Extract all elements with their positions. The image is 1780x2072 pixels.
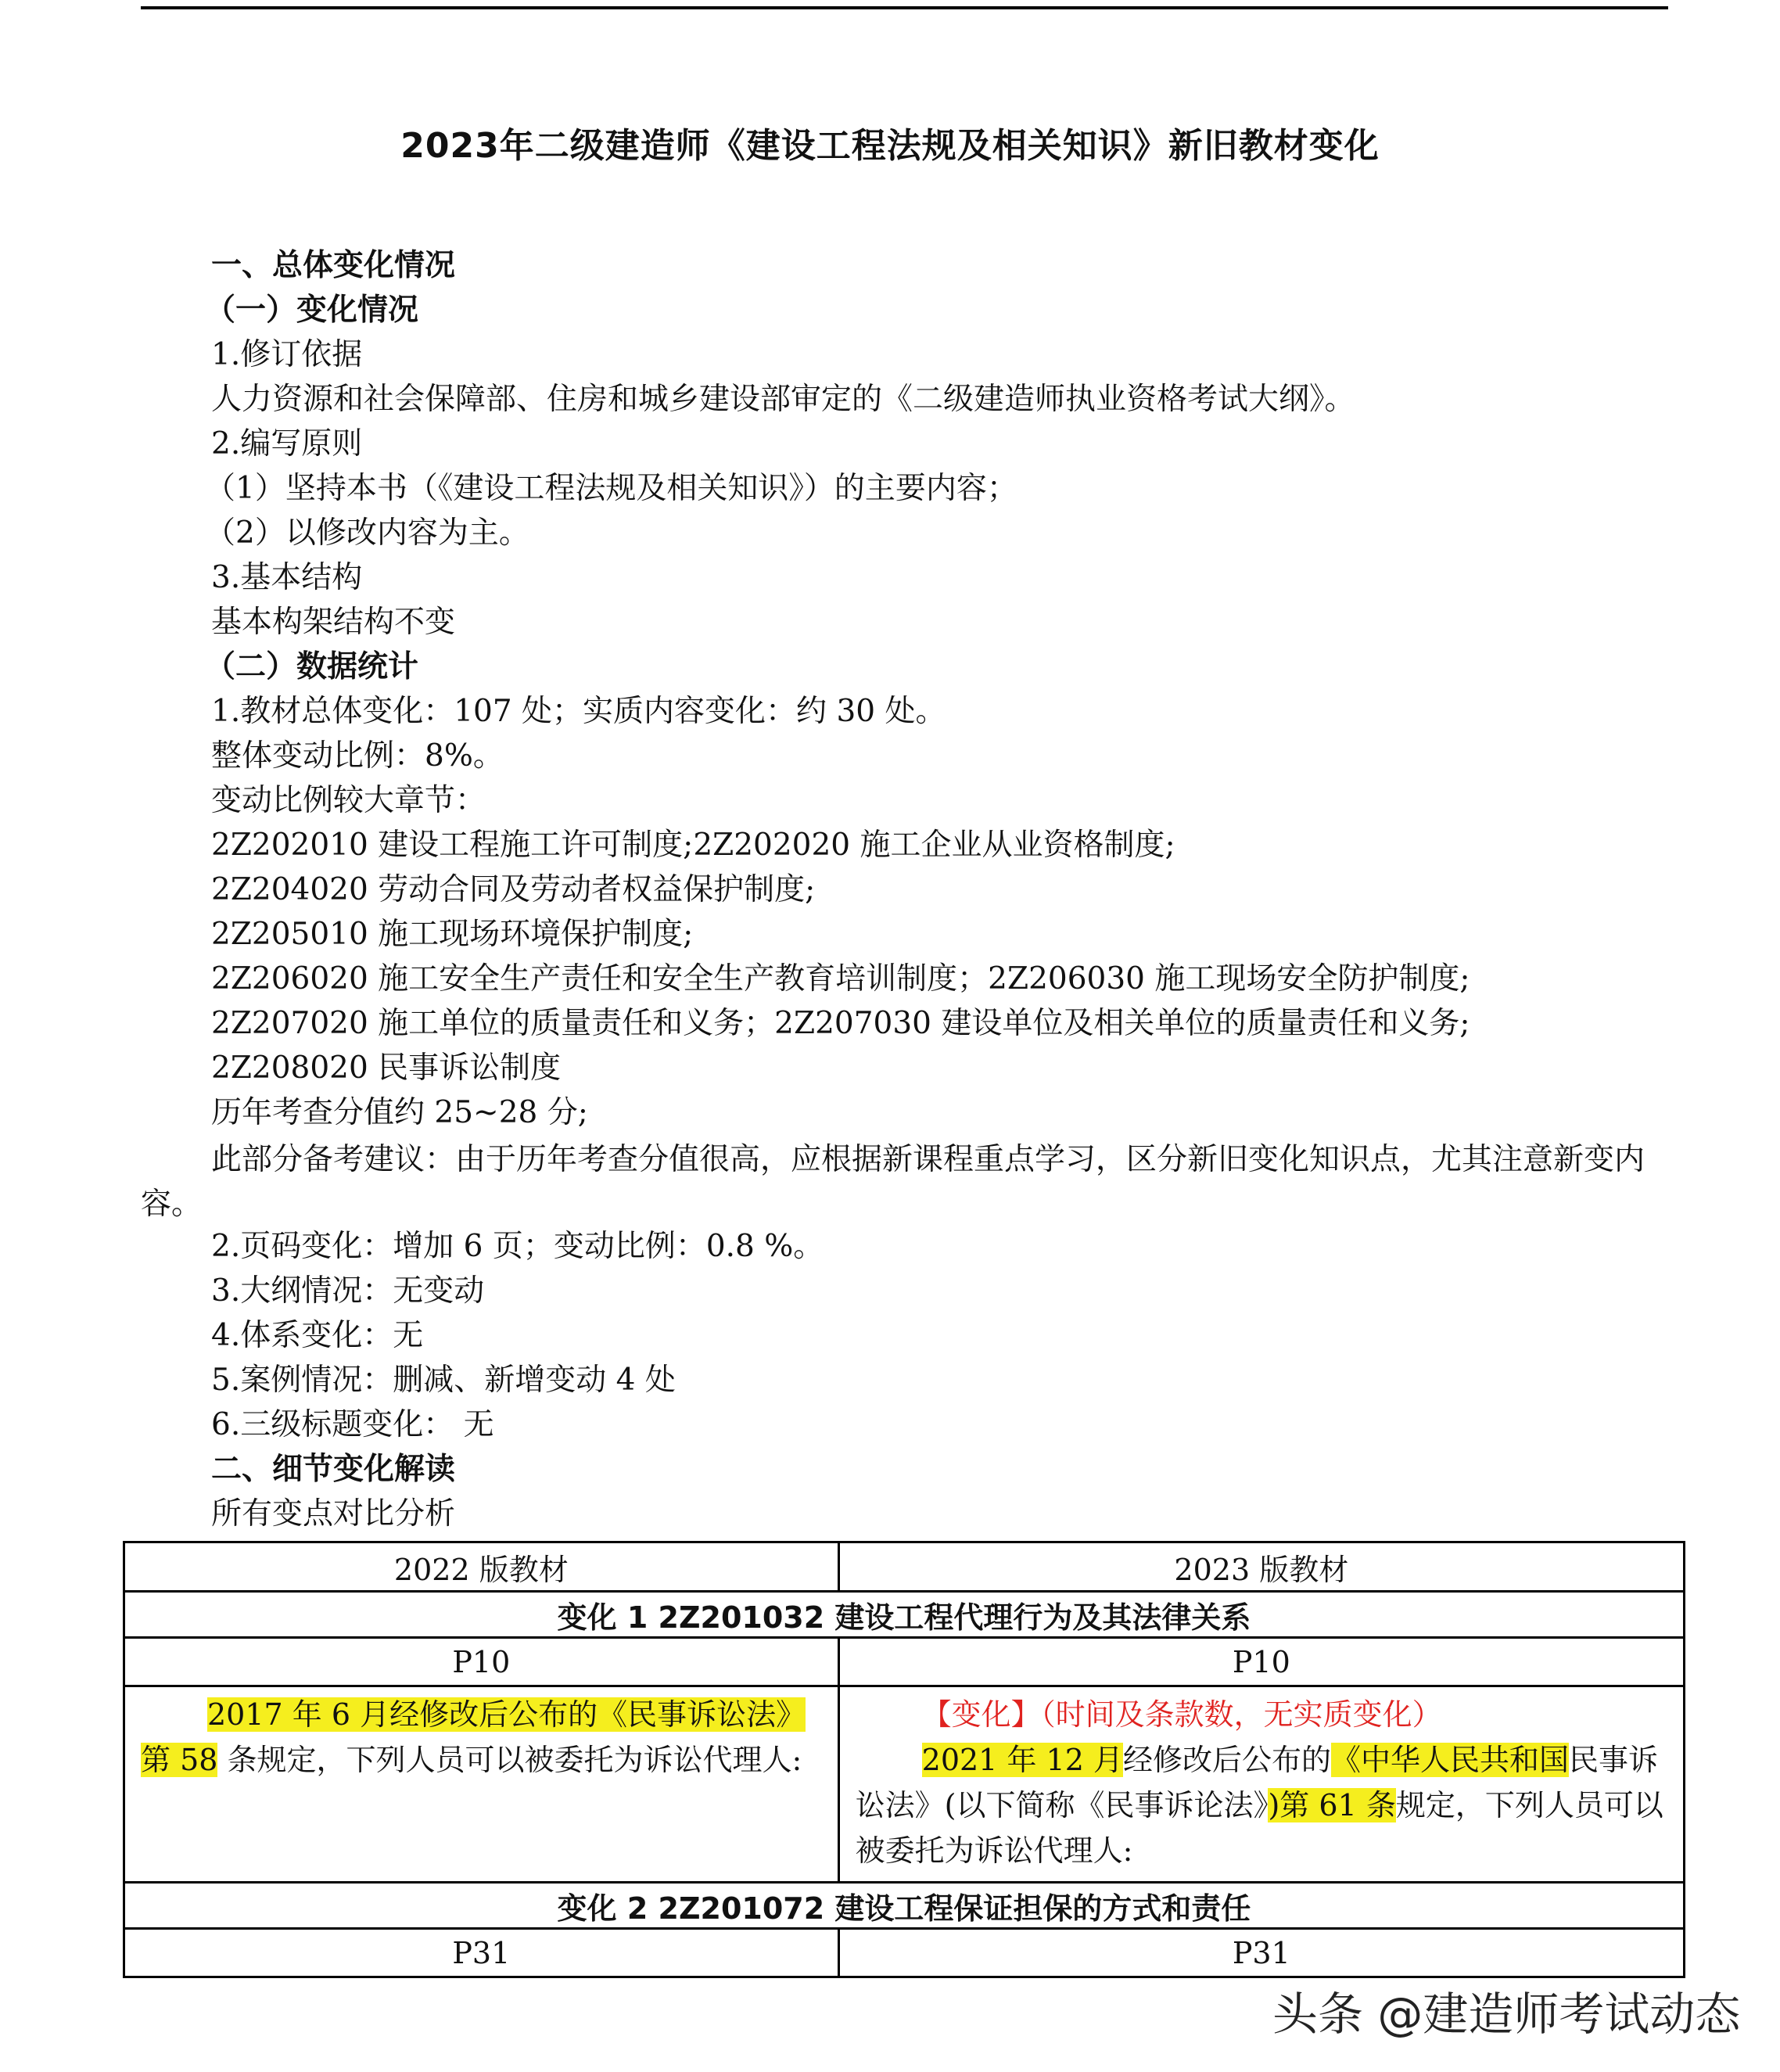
highlighted-text: 《中华人民共和国 <box>1330 1743 1569 1777</box>
body-text: 经修改后公布的 <box>1122 1743 1331 1777</box>
chapter-line: 2Z204020 劳动合同及劳动者权益保护制度; <box>211 872 816 907</box>
change-title-row <box>124 1883 1685 1929</box>
body-text: 民事诉讼法》(以下简称《民事诉论法》 <box>855 1743 1659 1822</box>
change-2-new-page: P31 <box>838 1929 1684 1977</box>
stat4-text: 4.体系变化：无 <box>211 1318 424 1353</box>
document-title: 2023年二级建造师《建设工程法规及相关知识》新旧教材变化 <box>400 126 1380 166</box>
sub2-heading: （二）数据统计 <box>205 649 419 684</box>
section1-heading: 一、总体变化情况 <box>211 248 456 283</box>
chapter-line: 2Z205010 施工现场环境保护制度; <box>211 917 694 952</box>
item2-point1: （1）坚持本书（《建设工程法规及相关知识》）的主要内容； <box>205 471 1017 506</box>
change-1-title: 变化 1 2Z201032 建设工程代理行为及其法律关系 <box>124 1592 1685 1638</box>
section2-intro: 所有变点对比分析 <box>211 1496 456 1532</box>
comparison-table <box>123 1541 1685 1978</box>
chapter-line: 2Z208020 民事诉讼制度 <box>211 1050 562 1086</box>
item1-text: 人力资源和社会保障部、住房和城乡建设部审定的《二级建造师执业资格考试大纲》。 <box>211 382 1355 417</box>
section2-heading: 二、细节变化解读 <box>211 1452 456 1487</box>
change-2-title: 变化 2 2Z201072 建设工程保证担保的方式和责任 <box>124 1883 1685 1929</box>
change-1-old-page: P10 <box>124 1638 839 1686</box>
change-title-row <box>124 1592 1685 1638</box>
highlighted-text: 2017 年 6 月经修改后公布的《民事诉讼法》第 58 <box>141 1697 806 1777</box>
change-1-old-content <box>124 1686 839 1883</box>
study-advice-paragraph: 此部分备考建议：由于历年考查分值很高，应根据新课程重点学习，区分新旧变化知识点，尤其注意新变内容。 <box>141 1142 1645 1222</box>
change-1-new-content <box>838 1686 1684 1883</box>
body-text: 条规定，下列人员可以被委托为诉讼代理人: <box>217 1743 802 1777</box>
larger-chapters-label: 变动比例较大章节： <box>211 783 486 818</box>
overall-ratio-text: 整体变动比例：8%。 <box>211 738 504 774</box>
top-rule <box>141 6 1668 9</box>
change-1-new-page: P10 <box>838 1638 1684 1686</box>
page-row <box>124 1929 1685 1977</box>
stat6-text: 6.三级标题变化： 无 <box>211 1407 494 1442</box>
stat3-text: 3.大纲情况：无变动 <box>211 1273 485 1309</box>
score-range-text: 历年考查分值约 25~28 分; <box>211 1095 588 1130</box>
body-text: 规定，下列人员可以被委托为诉讼代理人: <box>855 1788 1663 1868</box>
chapter-line: 2Z207020 施工单位的质量责任和义务；2Z207030 建设单位及相关单位的质量责任和义务; <box>211 1006 1470 1041</box>
chapter-line: 2Z202010 建设工程施工许可制度;2Z202020 施工企业从业资格制度; <box>211 828 1175 863</box>
chapter-line: 2Z206020 施工安全生产责任和安全生产教育培训制度；2Z206030 施工现场安全防护制度; <box>211 961 1470 996</box>
source-watermark: 头条 @建造师考试动态 <box>1272 1988 1741 2041</box>
page-row <box>124 1638 1685 1686</box>
item2-point2: （2）以修改内容为主。 <box>205 515 529 551</box>
change-2-old-page: P31 <box>124 1929 839 1977</box>
header-2022: 2022 版教材 <box>124 1542 839 1592</box>
item1-title: 1.修订依据 <box>211 337 363 372</box>
item2-title: 2.编写原则 <box>211 426 363 461</box>
item3-text: 基本构架结构不变 <box>211 605 456 640</box>
stat2-text: 2.页码变化：增加 6 页；变动比例：0.8 %。 <box>211 1229 824 1264</box>
new-text-paragraph <box>856 1737 1667 1873</box>
sub1-heading: （一）变化情况 <box>205 293 419 328</box>
highlighted-text: )第 61 条 <box>1268 1788 1396 1822</box>
table-header-row <box>124 1542 1685 1592</box>
change-note: 【变化】（时间及条款数，无实质变化） <box>921 1697 1442 1732</box>
content-row <box>124 1686 1685 1883</box>
header-2023: 2023 版教材 <box>838 1542 1684 1592</box>
highlighted-text: 2021 年 12 月 <box>921 1743 1123 1777</box>
stat5-text: 5.案例情况：删减、新增变动 4 处 <box>211 1363 676 1398</box>
stat1-text: 1.教材总体变化：107 处；实质内容变化：约 30 处。 <box>211 694 946 729</box>
item3-title: 3.基本结构 <box>211 560 363 595</box>
